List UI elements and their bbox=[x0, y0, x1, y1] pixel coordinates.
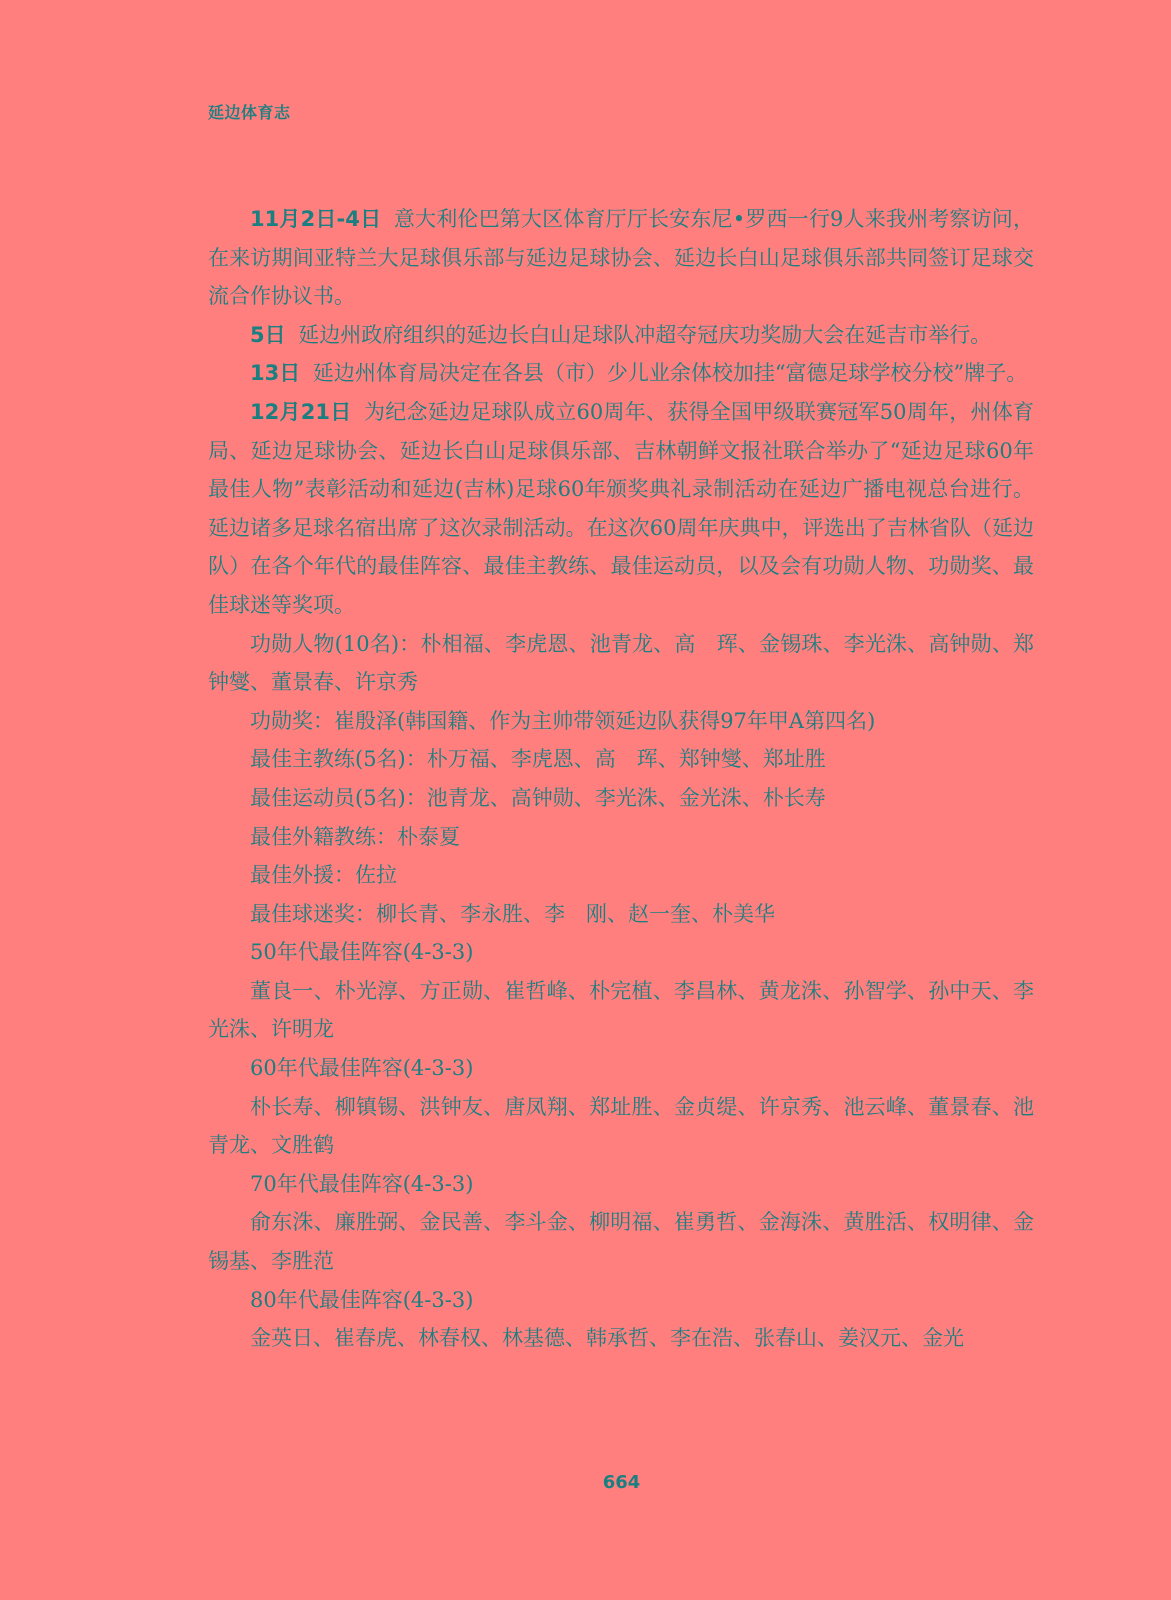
entry-paragraph bbox=[208, 393, 1034, 625]
award-line: 功勋人物(10名)：朴相福、李虎恩、池青龙、高 珲、金锡珠、李光洙、高钟勋、郑钟燮、董景春、许京秀 bbox=[208, 631, 1034, 695]
award-line: 最佳运动员(5名)：池青龙、高钟勋、李光洙、金光洙、朴长寿 bbox=[250, 785, 826, 810]
lineup-names: 朴长寿、柳镇锡、洪钟友、唐凤翔、郑址胜、金贞缇、许京秀、池云峰、董景春、池青龙、文胜鹤 bbox=[208, 1094, 1034, 1158]
entry-text: 意大利伦巴第大区体育厅厅长安东尼•罗西一行9人来我州考察访问，在来访期间亚特兰大足球俱乐部与延边足球协会、延边长白山足球俱乐部共同签订足球交流合作协议书。 bbox=[208, 207, 1034, 309]
lineup-heading: 80年代最佳阵容(4-3-3) bbox=[250, 1287, 474, 1312]
lineup-heading: 50年代最佳阵容(4-3-3) bbox=[250, 940, 474, 965]
award-line: 最佳外援：佐拉 bbox=[250, 863, 397, 888]
entry-paragraph bbox=[208, 200, 1034, 316]
lineup-names: 董良一、朴光淳、方正勋、崔哲峰、朴完植、李昌林、黄龙洙、孙智学、孙中天、李光洙、许明龙 bbox=[208, 978, 1034, 1042]
lineup-names: 金英日、崔春虎、林春权、林基德、韩承哲、李在浩、张春山、姜汉元、金光 bbox=[250, 1326, 964, 1351]
running-header: 延边体育志 bbox=[208, 103, 291, 122]
entry-paragraph bbox=[208, 316, 1034, 355]
lineup-heading: 60年代最佳阵容(4-3-3) bbox=[250, 1056, 474, 1081]
entry-date: 13日 bbox=[250, 361, 301, 386]
page-body bbox=[208, 200, 1034, 1358]
entry-text: 延边州体育局决定在各县（市）少儿业余体校加挂“富德足球学校分校”牌子。 bbox=[312, 361, 1028, 386]
lineup-heading: 70年代最佳阵容(4-3-3) bbox=[250, 1171, 474, 1196]
award-line: 最佳主教练(5名)：朴万福、李虎恩、高 珲、郑钟燮、郑址胜 bbox=[250, 747, 826, 772]
entry-date: 11月2日-4日 bbox=[250, 207, 382, 231]
entry-date: 12月21日 bbox=[250, 399, 352, 424]
entry-text: 延边州政府组织的延边长白山足球队冲超夺冠庆功奖励大会在延吉市举行。 bbox=[298, 322, 992, 347]
entry-text: 为纪念延边足球队成立60周年、获得全国甲级联赛冠军50周年，州体育局、延边足球协会、延边长白山足球俱乐部、吉林朝鲜文报社联合举办了“延边足球60年最佳人物”表彰活动和延边(吉林)足球60年颁奖典礼录制活动在延边广播电视总台进行。延边诸多足球名宿出席了这次录制活动。在这次60周年庆典中，评选出了吉林省队（延边队）在各个年代的最佳阵容、最佳主教练、最佳运动员，以及会有功勋人物、功勋奖、最佳球迷等奖项。 bbox=[208, 399, 1034, 617]
award-line: 最佳外籍教练：朴泰夏 bbox=[250, 824, 460, 849]
award-line: 功勋奖：崔殷泽(韩国籍、作为主帅带领延边队获得97年甲A第四名) bbox=[250, 708, 876, 733]
lineup-names: 俞东洙、廉胜弼、金民善、李斗金、柳明福、崔勇哲、金海洙、黄胜活、权明律、金锡基、李胜范 bbox=[208, 1210, 1034, 1274]
entry-date: 5日 bbox=[250, 322, 286, 347]
award-line: 最佳球迷奖：柳长青、李永胜、李 刚、赵一奎、朴美华 bbox=[250, 901, 775, 926]
page-number: 664 bbox=[602, 1472, 641, 1493]
entry-paragraph bbox=[208, 354, 1034, 393]
